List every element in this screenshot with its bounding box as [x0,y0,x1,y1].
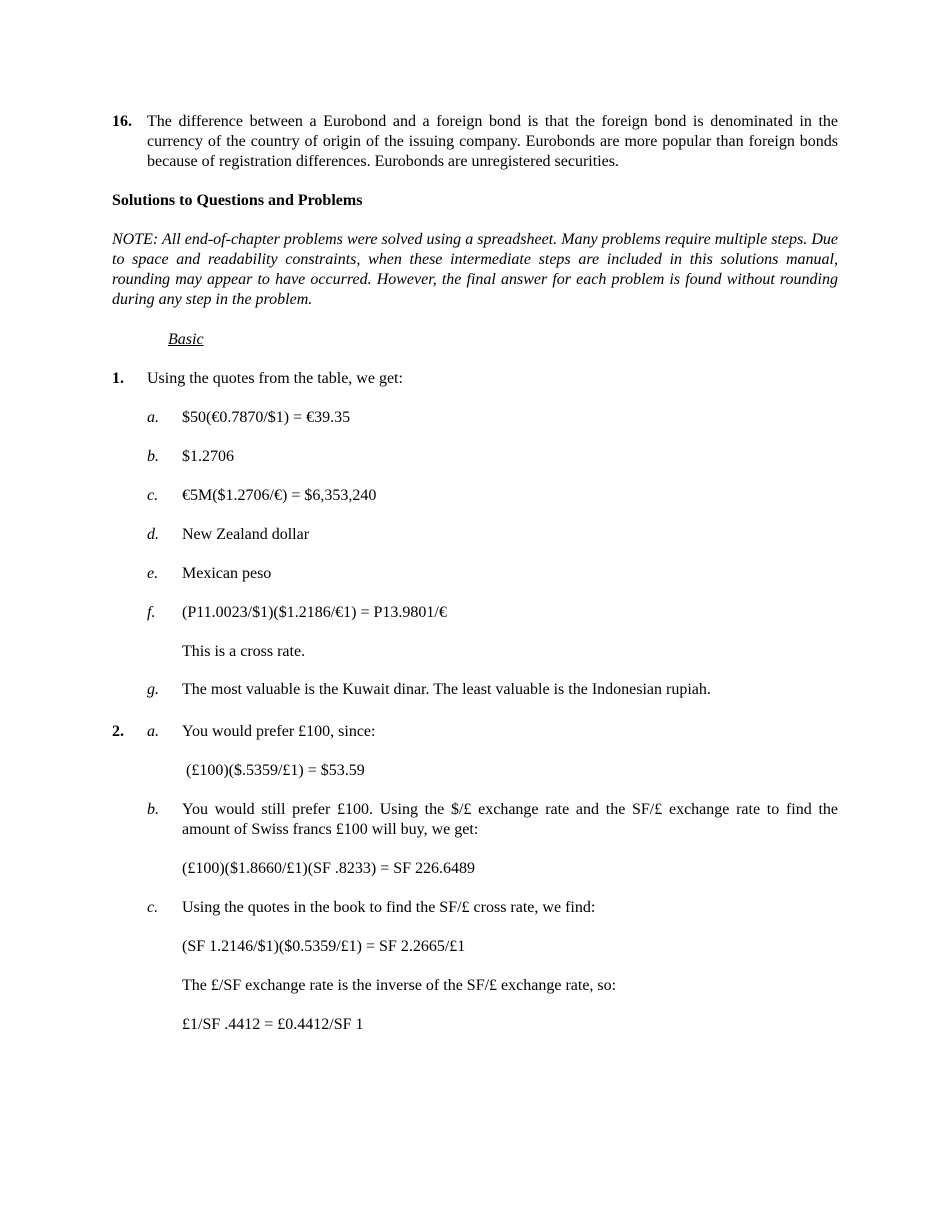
part-calc-2: £1/SF .4412 = £0.4412/SF 1 [182,1016,364,1033]
part-calc: (SF 1.2146/$1)($0.5359/£1) = SF 2.2665/£1 [182,938,466,955]
part-letter: d. [147,526,159,543]
part-text: Mexican peso [182,565,272,582]
section-heading: Solutions to Questions and Problems [112,192,363,209]
problem-1 [112,369,838,389]
part-text: You would prefer £100, since: [182,723,376,740]
problem-intro: Using the quotes from the table, we get: [147,370,403,387]
part-letter: g. [147,681,159,698]
question-16 [112,112,838,172]
part-text: $1.2706 [182,448,234,465]
part-text: You would still prefer £100. Using the $/£ exchange rate and the SF/£ exchange rate to find the amount of Swiss francs £100 will buy, we get: [182,801,838,838]
part-text: $50(€0.7870/$1) = €39.35 [182,409,351,426]
part-letter: f. [147,604,156,621]
problem-1-part-f [112,603,838,623]
problem-1-part-b [112,447,838,467]
part-letter: e. [147,565,159,582]
problem-1-part-c [112,486,838,506]
part-calc: (£100)($1.8660/£1)(SF .8233) = SF 226.6489 [182,860,476,877]
problem-2-part-b [112,800,838,840]
problem-2-part-c [112,898,838,918]
part-text: New Zealand dollar [182,526,310,543]
problem-number: 1. [112,370,124,387]
part-letter: a. [147,409,159,426]
basic-label: Basic [168,331,204,348]
problem-1-part-e [112,564,838,584]
question-number: 16. [112,113,132,130]
part-calc: (£100)($.5359/£1) = $53.59 [186,762,365,779]
part-letter: b. [147,448,159,465]
part-letter: c. [147,899,159,916]
part-text: €5M($1.2706/€) = $6,353,240 [182,487,377,504]
part-text: The most valuable is the Kuwait dinar. The least valuable is the Indonesian rupiah. [182,681,711,698]
part-text: Using the quotes in the book to find the SF/£ cross rate, we find: [182,899,596,916]
part-letter: b. [147,801,159,818]
part-text: (P11.0023/$1)($1.2186/€1) = P13.9801/€ [182,604,447,621]
problem-number: 2. [112,723,124,740]
part-letter: a. [147,723,159,740]
problem-1-part-a [112,408,838,428]
part-note: This is a cross rate. [182,643,306,660]
basic-label-row [168,330,838,350]
problem-1-part-d [112,525,838,545]
note-paragraph: NOTE: All end-of-chapter problems were solved using a spreadsheet. Many problems require multiple steps. Due to space and readability constraints, when these intermediate steps are included in this solutions manual, rounding may appear to have occurred. However, the final answer for each problem is found without rounding during any step in the problem. [112,231,838,308]
problem-2-part-a [112,722,838,742]
question-text: The difference between a Eurobond and a foreign bond is that the foreign bond is denominated in the currency of the country of origin of the issuing company. Eurobonds are more popular than foreign bonds because of registration differences. Eurobonds are unregistered securities. [147,113,838,170]
part-letter: c. [147,487,159,504]
document-page [112,112,838,1035]
problem-1-part-g [112,680,838,700]
part-text-2: The £/SF exchange rate is the inverse of the SF/£ exchange rate, so: [182,977,617,994]
